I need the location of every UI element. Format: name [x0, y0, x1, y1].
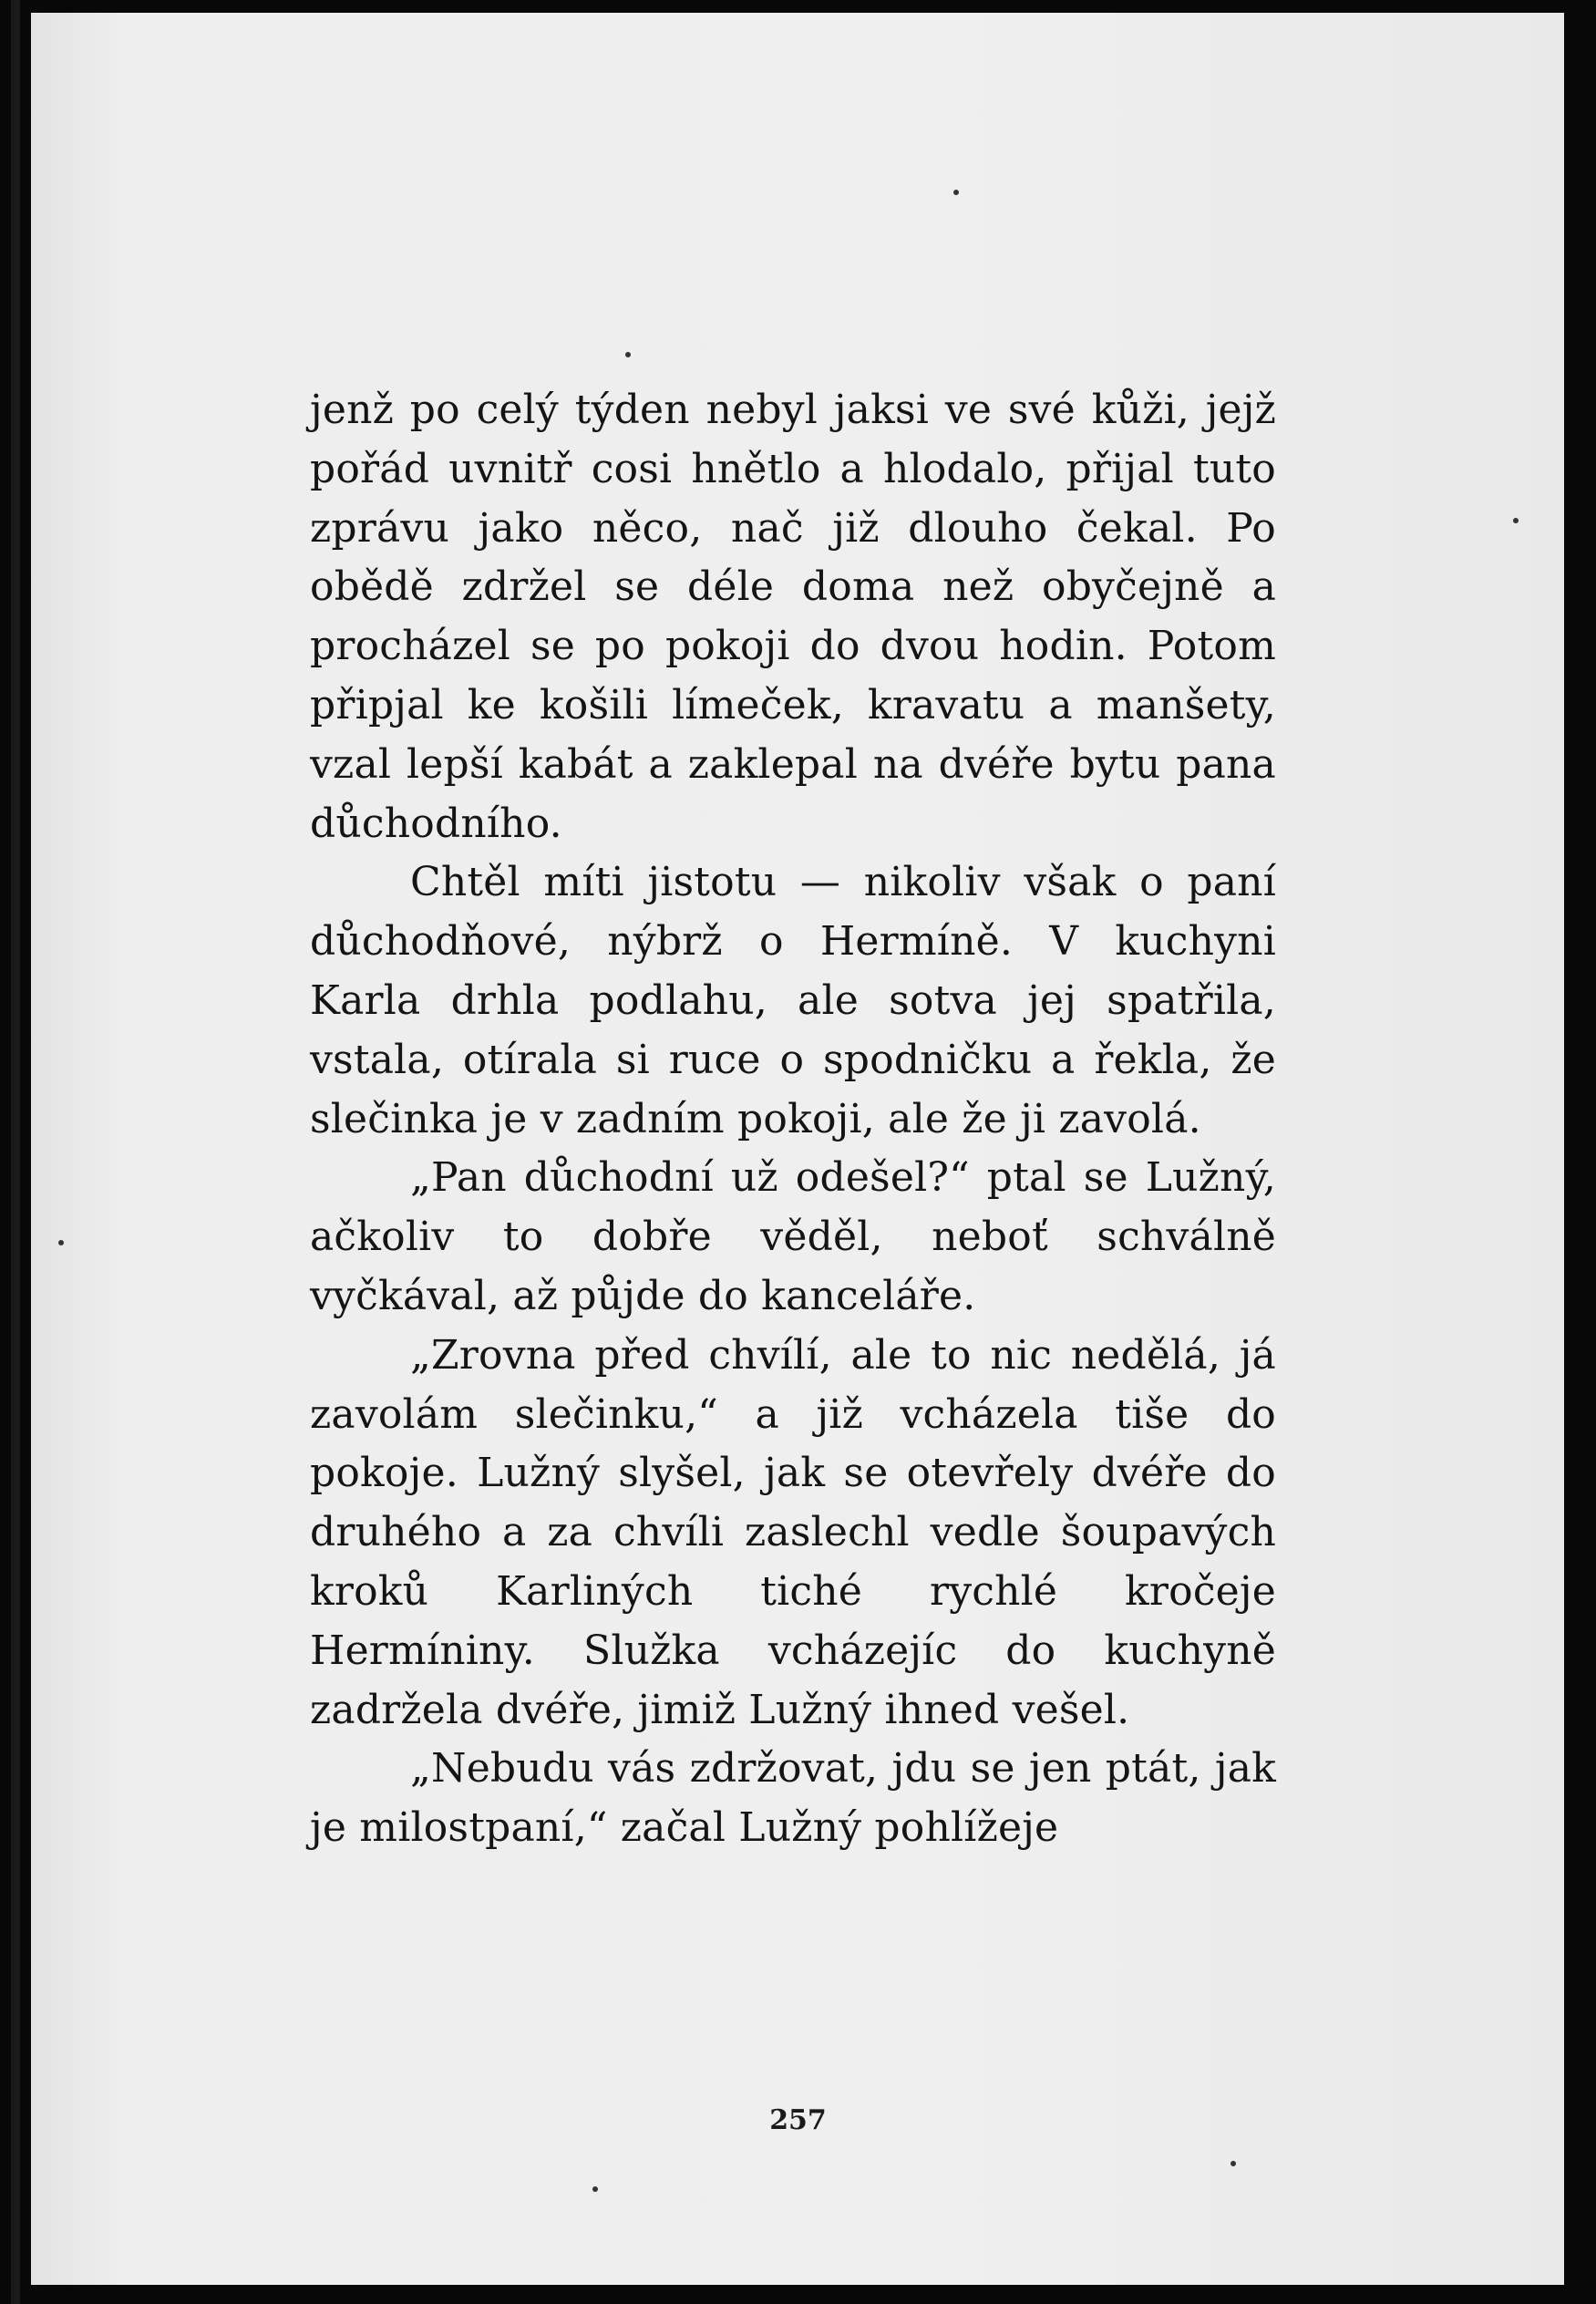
dust-speck — [592, 2186, 598, 2192]
paragraph-4: „Zrovna před chvílí, ale to nic nedělá, já zavolám slečinku,“ a již vcházela tiše do pokoje. Lužný slyšel, jak se otevřely dvéře do druhého a za chvíli zaslechl vedle šoupavých kroků Karliných tiché rychlé kročeje Hermíniny. Služka vcházejíc do kuchyně zadržela dvéře, jimiž Lužný ihned vešel. — [310, 1331, 1276, 1733]
book-spine-edge — [11, 0, 20, 2304]
page-number: 257 — [769, 2104, 827, 2136]
dust-speck — [58, 1240, 64, 1245]
paragraph-5: „Nebudu vás zdržovat, jdu se jen ptát, jak je milostpaní,“ začal Lužný pohlížeje — [310, 1745, 1276, 1852]
dust-speck — [1513, 518, 1519, 523]
dust-speck — [1230, 2161, 1236, 2166]
paragraph-1: jenž po celý týden nebyl jaksi ve své kůži, jejž pořád uvnitř cosi hnětlo a hlodalo, přijal tuto zprávu jako něco, nač již dlouho čekal. Po obědě zdržel se déle doma než obyčejně a procházel se po pokoji do dvou hodin. Potom připjal ke košili límeček, kravatu a manšety, vzal lepší kabát a zaklepal na dvéře bytu pana důchodního. — [310, 387, 1276, 847]
body-text — [310, 381, 1276, 1858]
paragraph-3: „Pan důchodní už odešel?“ ptal se Lužný, ačkoliv to dobře věděl, neboť schválně vyčkával, až půjde do kanceláře. — [310, 1154, 1276, 1319]
dust-speck — [953, 190, 959, 195]
paragraph-2: Chtěl míti jistotu — nikoliv však o paní důchodňové, nýbrž o Hermíně. V kuchyni Karla drhla podlahu, ale sotva jej spatřila, vstala, otírala si ruce o spodničku a řekla, že slečinka je v zadním pokoji, ale že ji zavolá. — [310, 859, 1276, 1142]
dust-speck — [625, 352, 631, 357]
